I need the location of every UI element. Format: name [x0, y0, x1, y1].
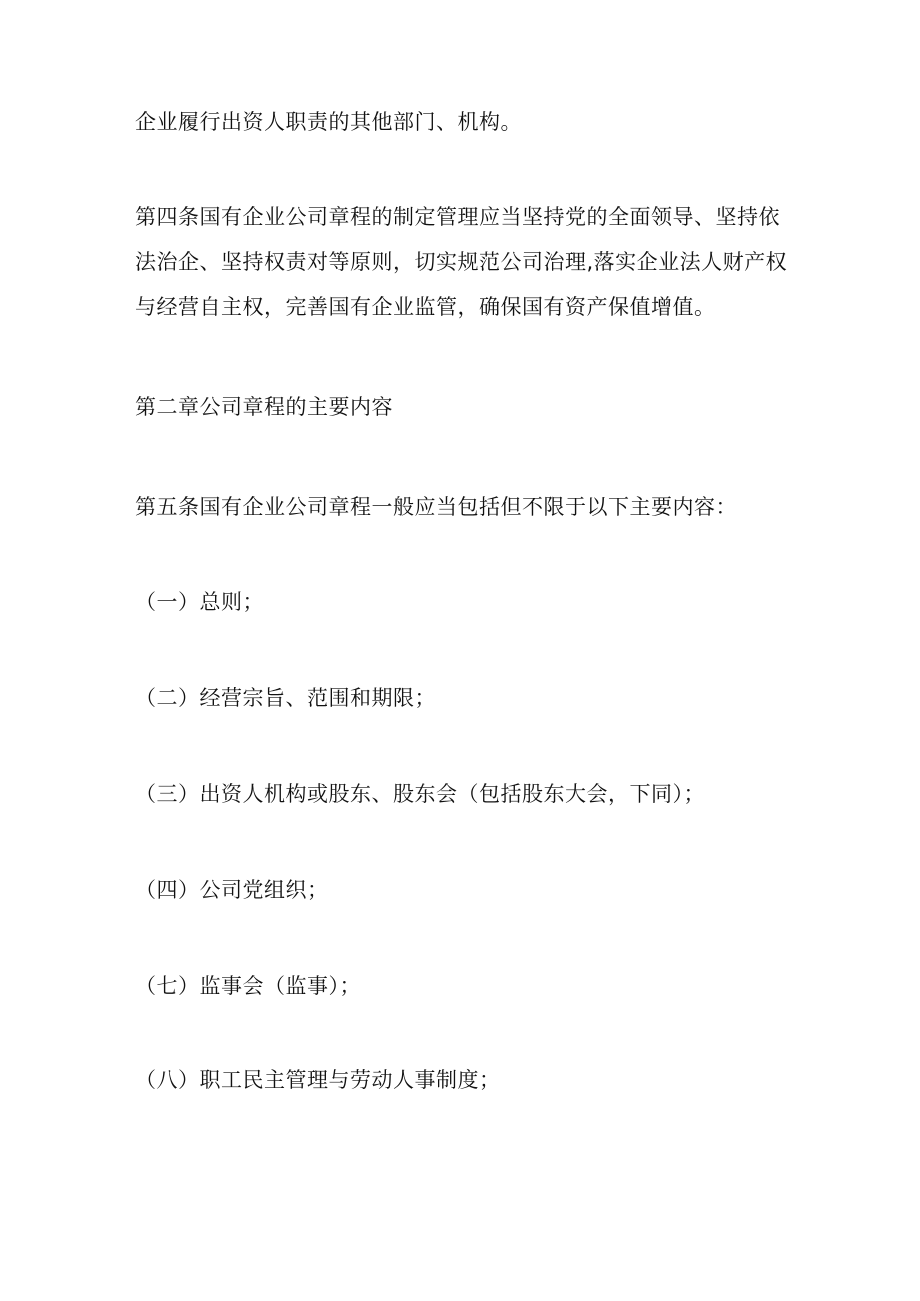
list-item — [135, 964, 795, 1009]
text-line: （三）出资人机构或股东、股东会（包括股东大会，下同）； — [135, 782, 705, 806]
text-line: 第四条国有企业公司章程的制定管理应当坚持党的全面领导、坚持依 — [135, 205, 780, 229]
paragraph-article-4 — [135, 195, 795, 330]
text-line: （七）监事会（监事）； — [135, 974, 361, 998]
text-line: （八）职工民主管理与劳动人事制度； — [135, 1068, 501, 1092]
list-item — [135, 868, 795, 913]
text-line: （一）总则； — [135, 590, 264, 614]
text-line: 企业履行出资人职责的其他部门、机构。 — [135, 110, 522, 134]
text-line: 与经营自主权，完善国有企业监管，确保国有资产保值增值。 — [135, 295, 716, 319]
list-item — [135, 580, 795, 625]
text-line: 第二章公司章程的主要内容 — [135, 395, 393, 419]
text-line: 法治企、坚持权责对等原则，切实规范公司治理,落实企业法人财产权 — [135, 250, 788, 274]
paragraph-continuation — [135, 100, 795, 145]
list-item — [135, 1058, 795, 1103]
text-line: （四）公司党组织； — [135, 878, 329, 902]
paragraph-article-5 — [135, 485, 795, 530]
text-line: 第五条国有企业公司章程一般应当包括但不限于以下主要内容： — [135, 495, 737, 519]
chapter-heading — [135, 385, 795, 430]
text-line: （二）经营宗旨、范围和期限； — [135, 686, 436, 710]
list-item — [135, 676, 795, 721]
list-item — [135, 772, 795, 817]
